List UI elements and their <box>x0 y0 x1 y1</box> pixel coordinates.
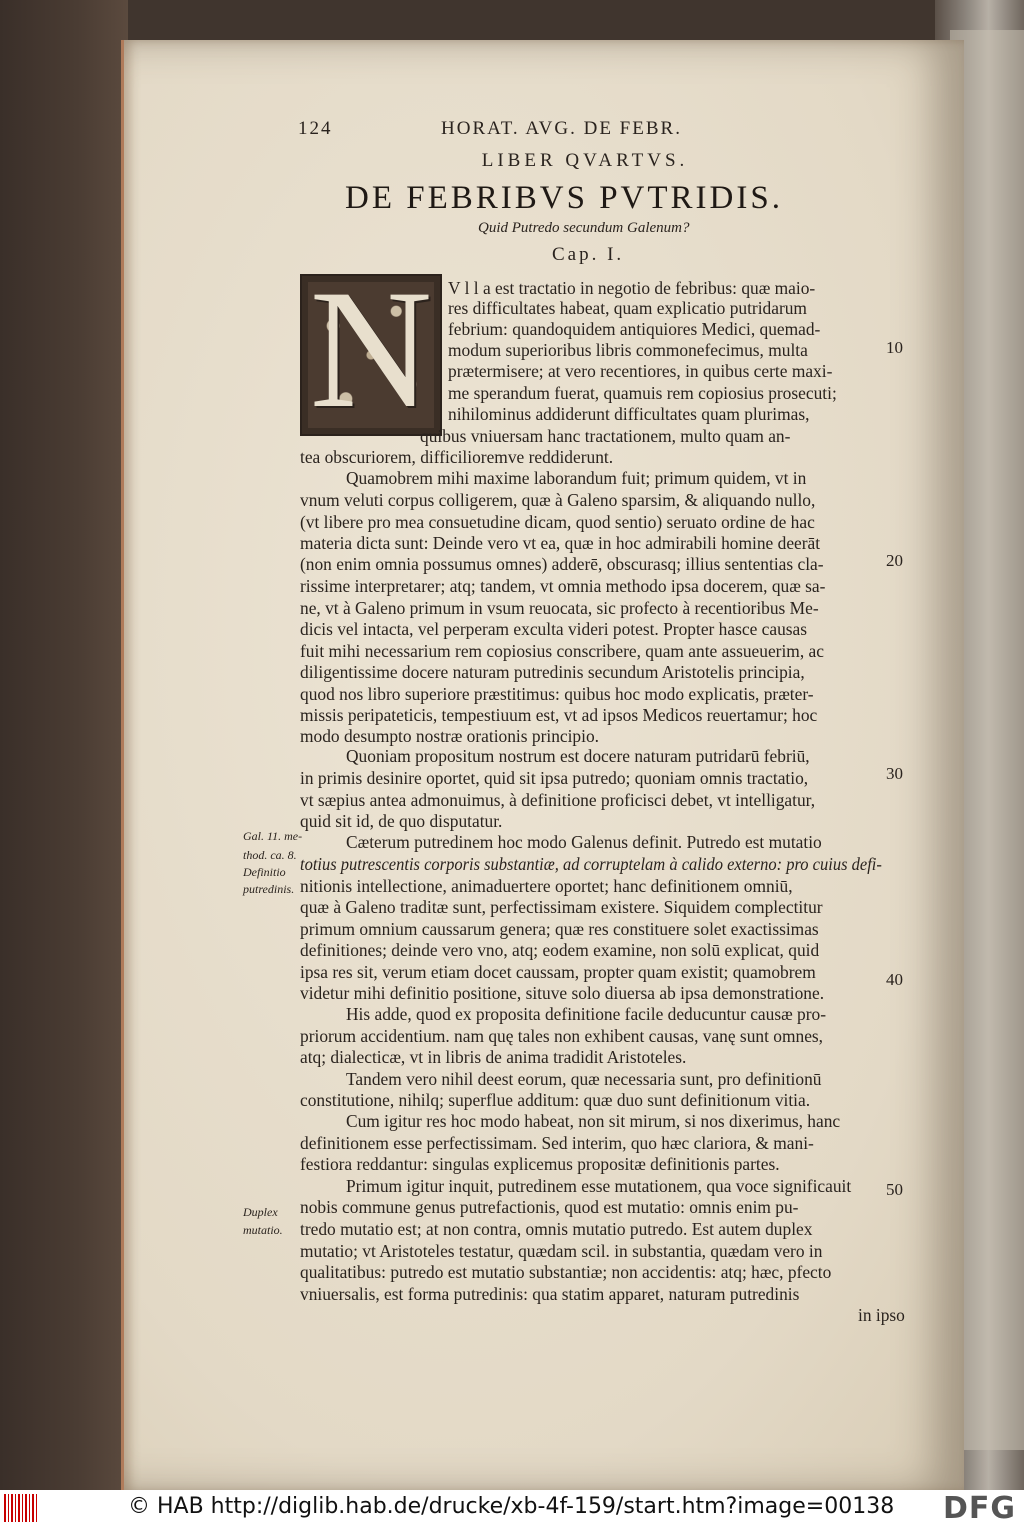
text-line: definitionem esse perfectissimam. Sed interim, quo hæc clariora, & mani- <box>300 1133 814 1153</box>
decorated-initial <box>300 274 442 436</box>
text-line: atq; dialecticæ, vt in libris de anima tradidit Aristoteles. <box>300 1047 687 1067</box>
text-line: priorum accidentium. nam quę tales non exhibent causas, vanę sunt omnes, <box>300 1026 824 1046</box>
chapter-label: Cap. I. <box>552 244 625 265</box>
line-number: 50 <box>886 1180 903 1199</box>
text-line: in primis desinire oportet, quid sit ipsa putredo; quoniam omnis tractatio, <box>300 768 809 788</box>
margin-note: putredinis. <box>243 882 295 896</box>
text-line: constitutione, nihilq; superflue additum: quæ duo sunt definitionum vitia. <box>300 1090 811 1110</box>
text-line: qualitatibus: putredo est mutatio substantiæ; non accidentis: atq; hæc, pfecto <box>300 1262 832 1282</box>
copyright-link[interactable]: © HAB http://diglib.hab.de/drucke/xb-4f-159/start.htm?image=00138 <box>128 1494 895 1519</box>
text-line: ne, vt à Galeno primum in vsum reuocata, sic profecto à recentioribus Me- <box>300 598 819 618</box>
text-line: vnum veluti corpus colligerem, quæ à Galeno sparsim, & aliquando nullo, <box>300 490 816 510</box>
text-line: Cæterum putredinem hoc modo Galenus definit. Putredo est mutatio <box>346 832 822 852</box>
text-line: modo desumpto nostræ orationis principio. <box>300 726 600 746</box>
text-line: V l l a est tractatio in negotio de febribus: quæ maio- <box>448 278 816 298</box>
text-line: (non enim omnia possumus omnes) adderē, obscurasq; illius sententias cla- <box>300 554 824 574</box>
line-number: 10 <box>886 338 903 357</box>
text-line: Cum igitur res hoc modo habeat, non sit mirum, si nos dixerimus, hanc <box>346 1111 841 1131</box>
text-line: totius putrescentis corporis substantiæ, ad corruptelam à calido externo: pro cuius defi- <box>300 854 882 874</box>
left-background <box>0 0 128 1490</box>
text-line: (vt libere pro mea consuetudine dicam, quod sentio) seruato ordine de hac <box>300 512 815 532</box>
running-title: HORAT. AVG. DE FEBR. <box>441 118 682 139</box>
text-line: vniuersalis, est forma putredinis: qua statim apparet, naturam putredinis <box>300 1284 800 1304</box>
margin-note: Duplex <box>243 1205 278 1219</box>
text-line: materia dicta sunt: Deinde vero vt ea, quæ in hoc admirabili homine deerāt <box>300 533 821 553</box>
text-line: quid sit id, de quo disputatur. <box>300 811 503 831</box>
text-line: ipsa res sit, verum etiam docet caussam, propter quam existit; quamobrem <box>300 962 816 982</box>
text-line: Primum igitur inquit, putredinem esse mutationem, qua voce significauit <box>346 1176 852 1196</box>
dfg-logo: DFG <box>942 1491 1016 1526</box>
text-line: vt sæpius antea admonuimus, à definitione proficisci debet, vt intelligatur, <box>300 790 816 810</box>
text-line: nobis commune genus putrefactionis, quod est mutatio: omnis enim pu- <box>300 1197 799 1217</box>
book-heading: LIBER QVARTVS. <box>481 150 689 171</box>
footer-bar <box>0 1490 1024 1527</box>
text-line: rissime interpretarer; atq; tandem, vt omnia methodo ipsa docerem, quæ sa- <box>300 576 826 596</box>
page-number: 124 <box>298 118 333 139</box>
page-title: DE FEBRIBVS PVTRIDIS. <box>345 180 783 216</box>
text-line: Quamobrem mihi maxime laborandum fuit; primum quidem, vt in <box>346 468 807 488</box>
text-line: dicis vel intacta, vel perperam exculta videri potest. Propter hasce causas <box>300 619 808 639</box>
text-line: quod nos libro superiore præstitimus: quibus hoc modo explicatis, præter- <box>300 684 814 704</box>
text-line: Tandem vero nihil deest eorum, quæ necessaria sunt, pro definitionū <box>346 1069 822 1089</box>
text-line: videtur mihi definitio positione, situve solo diuersa ab ipsa demonstratione. <box>300 983 825 1003</box>
line-number: 20 <box>886 551 903 570</box>
text-line: fuit mihi necessarium rem copiosius conscribere, quam ante assueuerim, ac <box>300 641 824 661</box>
text-line: Quoniam propositum nostrum est docere naturam putridarū febriū, <box>346 746 810 766</box>
line-number: 40 <box>886 970 903 989</box>
text-line: primum omnium caussarum genera; quæ res constituere solet exactissimas <box>300 919 819 939</box>
text-line: definitiones; deinde vero vno, atq; eodem examine, non solū explicat, quid <box>300 940 820 960</box>
text-line: diligentissime docere naturam putredinis secundum Aristotelis principia, <box>300 662 805 682</box>
text-line: nihilominus addiderunt difficultates quam plurimas, <box>448 404 810 424</box>
line-number: 30 <box>886 764 903 783</box>
chapter-subtitle: Quid Putredo secundum Galenum? <box>478 220 690 236</box>
text-line: His adde, quod ex proposita definitione facile deducuntur causæ pro- <box>346 1004 827 1024</box>
text-line: festiora reddantur: singulas explicemus propositæ definitionis partes. <box>300 1154 780 1174</box>
margin-note: thod. ca. 8. <box>243 848 297 862</box>
text-line: febrium: quandoquidem antiquiores Medici, quemad- <box>448 319 821 339</box>
text-line: me sperandum fuerat, quamuis rem copiosius prosecuti; <box>448 383 837 403</box>
text-line: mutatio; vt Aristoteles testatur, quædam scil. in substantia, quædam vero in <box>300 1241 823 1261</box>
text-line: tredo mutatio est; at non contra, omnis mutatio putredo. Est autem duplex <box>300 1219 813 1239</box>
margin-note: mutatio. <box>243 1223 283 1237</box>
initial-letter: N <box>309 274 433 436</box>
text-line: res difficultates habeat, quam explicatio putridarum <box>448 298 807 318</box>
text-line: nitionis intellectione, animaduertere oportet; hanc definitionem omniū, <box>300 876 793 896</box>
barcode-icon <box>4 1494 38 1522</box>
text-line: missis peripateticis, tempestiuum est, vt ad ipsos Medicos reuertamur; hoc <box>300 705 818 725</box>
text-line: in ipso <box>858 1305 905 1325</box>
text-line: modum superioribus libris commonefecimus, multa <box>448 340 808 360</box>
text-line: quæ à Galeno traditæ sunt, perfectissimam existere. Siquidem complectitur <box>300 897 823 917</box>
text-line: prætermisere; at vero recentiores, in quibus certe maxi- <box>448 361 833 381</box>
margin-note: Gal. 11. me- <box>243 829 303 843</box>
margin-note: Definitio <box>243 865 286 879</box>
text-line: tea obscuriorem, difficilioremve reddiderunt. <box>300 447 614 467</box>
text-line: quibus vniuersam hanc tractationem, multo quam an- <box>420 426 791 446</box>
